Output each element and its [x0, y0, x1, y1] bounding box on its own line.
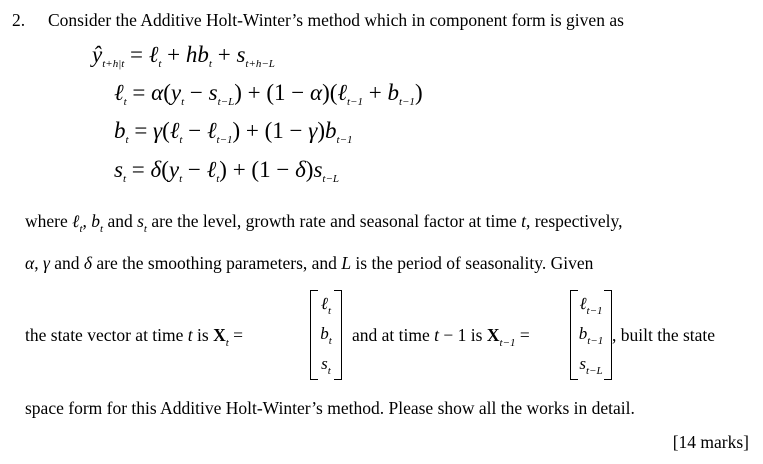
state-vector-t: ℓ$_t$ $b_t$ $s_t$: [310, 290, 342, 380]
question-number: 2.: [12, 10, 26, 30]
seasonal-equation: $s_t = \delta(y_t$ − ℓ$_t$) + $(1 - \delta)s_{t-L}$: [114, 157, 339, 185]
growth-equation: $b_t$ = γ(ℓ$_t$ − ℓ$_{t-1}$) + $(1 - \gamma)b_{t-1}$: [114, 118, 353, 146]
marks-label: [14 marks]: [672, 432, 749, 452]
forecast-equation: $ŷ_{t+h|t}$ = ℓ$_t$ + $hb_t + s_{t+h-L}$: [92, 42, 275, 70]
paragraph-state-vector: the state vector at time t is $X_t$ =: [25, 325, 244, 349]
paragraph-parameters: α, γ and δ are the smoothing parameters, and L is the period of seasonality. Given: [25, 253, 594, 273]
question-intro: Consider the Additive Holt-Winter’s method which in component form is given as: [48, 10, 624, 30]
paragraph-state-vector-prev: and at time t − 1 is $X_{t-1}$ =: [352, 325, 530, 349]
state-vector-t-minus-1: ℓ$_{t-1}$ $b_{t-1}$ $s_{t-L}$: [570, 290, 612, 380]
paragraph-components: where ℓ$_t$, $b_t$ and $s_t$ are the level, growth rate and seasonal factor at time t, respectively,: [25, 211, 623, 235]
paragraph-state-suffix: , built the state: [612, 325, 716, 345]
level-equation: ℓ$_t$ = $\alpha(y_t - s_{t-L}) + (1$ − α)(ℓ$_{t-1}$ + $b_{t-1}$): [114, 80, 423, 108]
paragraph-instructions: space form for this Additive Holt-Winter’s method. Please show all the works in detail.: [25, 398, 635, 418]
